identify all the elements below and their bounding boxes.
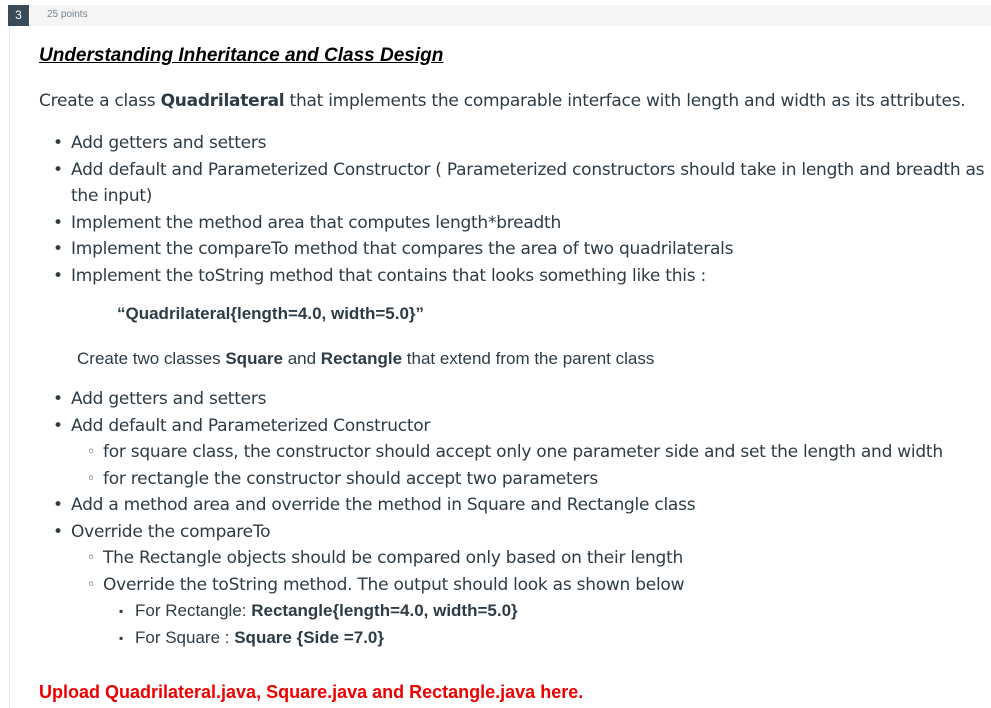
list-item: • Add getters and setters — [0, 130, 991, 157]
question-points: 25 points — [47, 9, 88, 20]
subhead-text-mid: and — [282, 349, 321, 368]
sublist-item: ◦ for rectangle the constructor should accept two parameters — [71, 466, 943, 493]
compareto-sublist — [71, 545, 943, 651]
list-item — [0, 413, 943, 493]
sublist-item-text: Override the toString method. The output should look as shown below — [103, 574, 685, 595]
subclasses-paragraph — [77, 349, 654, 369]
tostring-example: “Quadrilateral{length=4.0, width=5.0}” — [117, 304, 425, 323]
list-item: • Add getters and setters — [0, 386, 943, 413]
list-item: • Implement the compareTo method that compares the area of two quadrilaterals — [0, 236, 991, 263]
subhead-square: Square — [225, 349, 283, 368]
sublist-item: ◦ The Rectangle objects should be compared only based on their length — [71, 545, 943, 572]
list-item — [0, 519, 943, 652]
intro-paragraph — [39, 91, 965, 111]
sublist-item — [71, 572, 943, 652]
subclass-requirements-list — [0, 386, 943, 651]
constructor-sublist — [71, 439, 943, 492]
output-value: Square {Side =7.0} — [234, 627, 384, 647]
output-example-square — [103, 625, 943, 652]
list-item: • Implement the method area that computes length*breadth — [0, 210, 991, 237]
intro-class-name: Quadrilateral — [160, 91, 285, 111]
output-label: For Square : — [135, 627, 235, 647]
subhead-text-pre: Create two classes — [77, 349, 226, 368]
subhead-rectangle: Rectangle — [320, 349, 403, 368]
quadrilateral-requirements-list — [0, 130, 991, 289]
question-title: Understanding Inheritance and Class Design — [39, 45, 444, 66]
list-item: • Implement the toString method that contains that looks something like this : — [0, 263, 991, 290]
intro-text-pre: Create a class — [39, 91, 161, 111]
list-item: • Add default and Parameterized Constructor ( Parameterized constructors should take in length and breadth as the input) — [0, 157, 991, 210]
sublist-item: ◦ for square class, the constructor should accept only one parameter side and set the length and width — [71, 439, 943, 466]
upload-instruction: Upload Quadrilateral.java, Square.java and Rectangle.java here. — [39, 682, 584, 702]
list-item-text: Add default and Parameterized Constructor — [71, 415, 431, 436]
subhead-text-post: that extend from the parent class — [402, 349, 655, 368]
output-examples-list — [103, 598, 943, 651]
question-number: 3 — [8, 5, 29, 26]
list-item-text: Override the compareTo — [71, 521, 271, 542]
intro-text-post: that implements the comparable interface with length and width as its attributes. — [284, 91, 966, 111]
output-value: Rectangle{length=4.0, width=5.0} — [251, 601, 518, 620]
question-header-bar — [30, 5, 991, 26]
output-example-rectangle — [103, 598, 943, 625]
output-label: For Rectangle: — [135, 601, 252, 620]
list-item: • Add a method area and override the method in Square and Rectangle class — [0, 492, 943, 519]
